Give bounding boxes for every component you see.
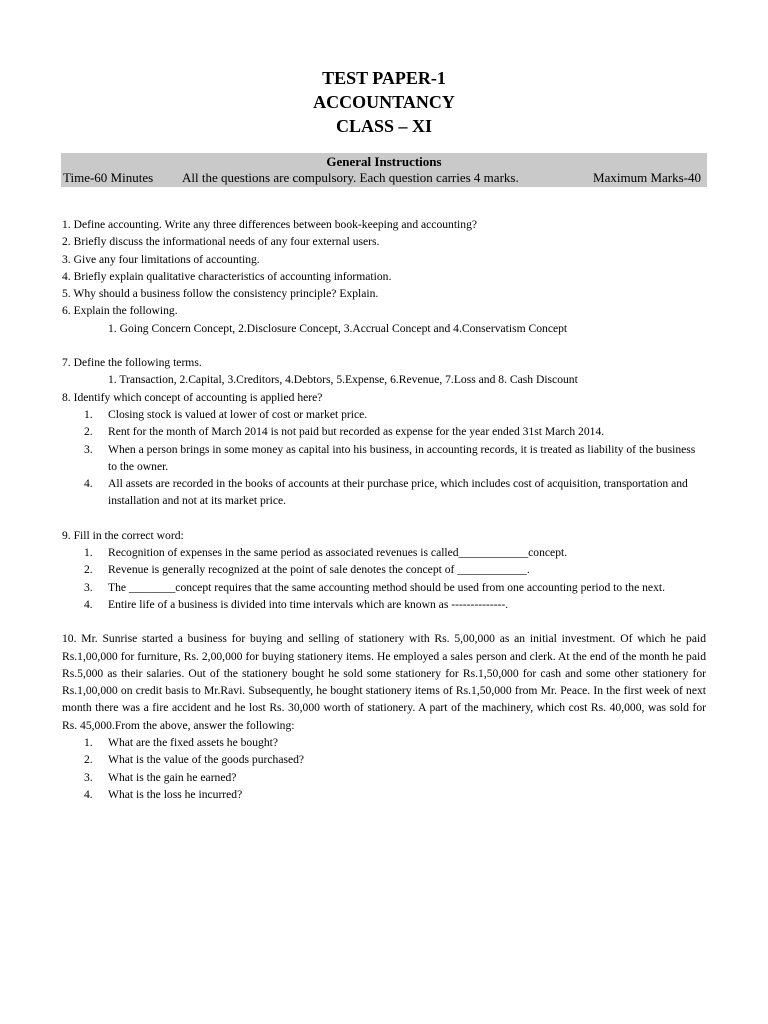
list-item: 2. What is the value of the goods purchased?	[84, 753, 305, 767]
paper-title: TEST PAPER-1	[322, 68, 446, 88]
class-title: CLASS – XI	[335, 116, 433, 136]
question-10-list	[62, 734, 706, 803]
list-item: 4. Entire life of a business is divided into time intervals which are known as --------------.	[84, 597, 509, 611]
question-7-subitems: 1. Transaction, 2.Capital, 3.Creditors, 4.Debtors, 5.Expense, 6.Revenue, 7.Loss and 8. Cash Discount	[108, 373, 578, 387]
questions-section	[62, 216, 706, 803]
list-item: 4. All assets are recorded in the books of accounts at their purchase price, which includes cost of acquisition, transportation and installation and not at its market price.	[84, 477, 688, 508]
instructions-note: All the questions are compulsory. Each question carries 4 marks.	[182, 170, 519, 185]
question-6-subitems: 1. Going Concern Concept, 2.Disclosure Concept, 3.Accrual Concept and 4.Conservatism Concept	[108, 321, 568, 335]
question-9-list	[62, 544, 706, 613]
subject-title: ACCOUNTANCY	[313, 92, 455, 112]
instructions-heading: General Instructions	[326, 154, 442, 169]
question-5: 5. Why should a business follow the consistency principle? Explain.	[62, 287, 379, 301]
list-item: 3. What is the gain he earned?	[84, 770, 237, 784]
list-item: 1. What are the fixed assets he bought?	[84, 736, 278, 750]
question-4: 4. Briefly explain qualitative characteristics of accounting information.	[62, 269, 392, 283]
question-3: 3. Give any four limitations of accounting.	[62, 252, 260, 266]
question-2: 2. Briefly discuss the informational needs of any four external users.	[62, 235, 380, 249]
title-block	[0, 66, 768, 138]
question-10: 10. Mr. Sunrise started a business for buying and selling of stationery with Rs. 5,00,000 as an initial investment. Of which he paid Rs.1,00,000 for furniture, Rs. 2,00,000 for buying stationery items. He employed a sales person and clerk. At the end of the month he paid Rs.5,000 as their salaries. Out of the stationery bought he sold some stationery for Rs.1,50,000 for cash and some other stationery for Rs.1,00,000 on credit basis to Mr.Ravi. Subsequently, he bought stationery items of Rs.1,50,000 from Mr. Peace. In the first week of next month there was a fire accident and he lost Rs. 30,000 worth of stationery. A part of the machinery, which cost Rs. 40,000, was sold for Rs. 45,000.From the above, answer the following:	[62, 632, 706, 732]
list-item: 2. Rent for the month of March 2014 is not paid but recorded as expense for the year ended 31st March 2014.	[84, 425, 605, 439]
question-9: 9. Fill in the correct word:	[62, 528, 184, 542]
maximum-marks: Maximum Marks-40	[593, 170, 701, 185]
question-8: 8. Identify which concept of accounting is applied here?	[62, 390, 323, 404]
list-item: 2. Revenue is generally recognized at the point of sale denotes the concept of ____________.	[84, 563, 530, 577]
question-1: 1. Define accounting. Write any three differences between book-keeping and accounting?	[62, 218, 478, 231]
general-instructions-box	[61, 153, 707, 187]
list-item: 3. The ________concept requires that the same accounting method should be used from one accounting period to the next.	[84, 580, 665, 594]
list-item: 1. Closing stock is valued at lower of cost or market price.	[84, 407, 368, 421]
question-7: 7. Define the following terms.	[62, 356, 202, 370]
time-limit: Time-60 Minutes	[63, 170, 154, 185]
list-item: 1. Recognition of expenses in the same period as associated revenues is called____________concept.	[84, 546, 568, 560]
list-item: 3. When a person brings in some money as capital into his business, in accounting records, it is treated as liability of the business to the owner.	[84, 442, 696, 473]
question-6: 6. Explain the following.	[62, 304, 178, 318]
question-8-list	[62, 406, 706, 510]
list-item: 4. What is the loss he incurred?	[84, 787, 243, 801]
